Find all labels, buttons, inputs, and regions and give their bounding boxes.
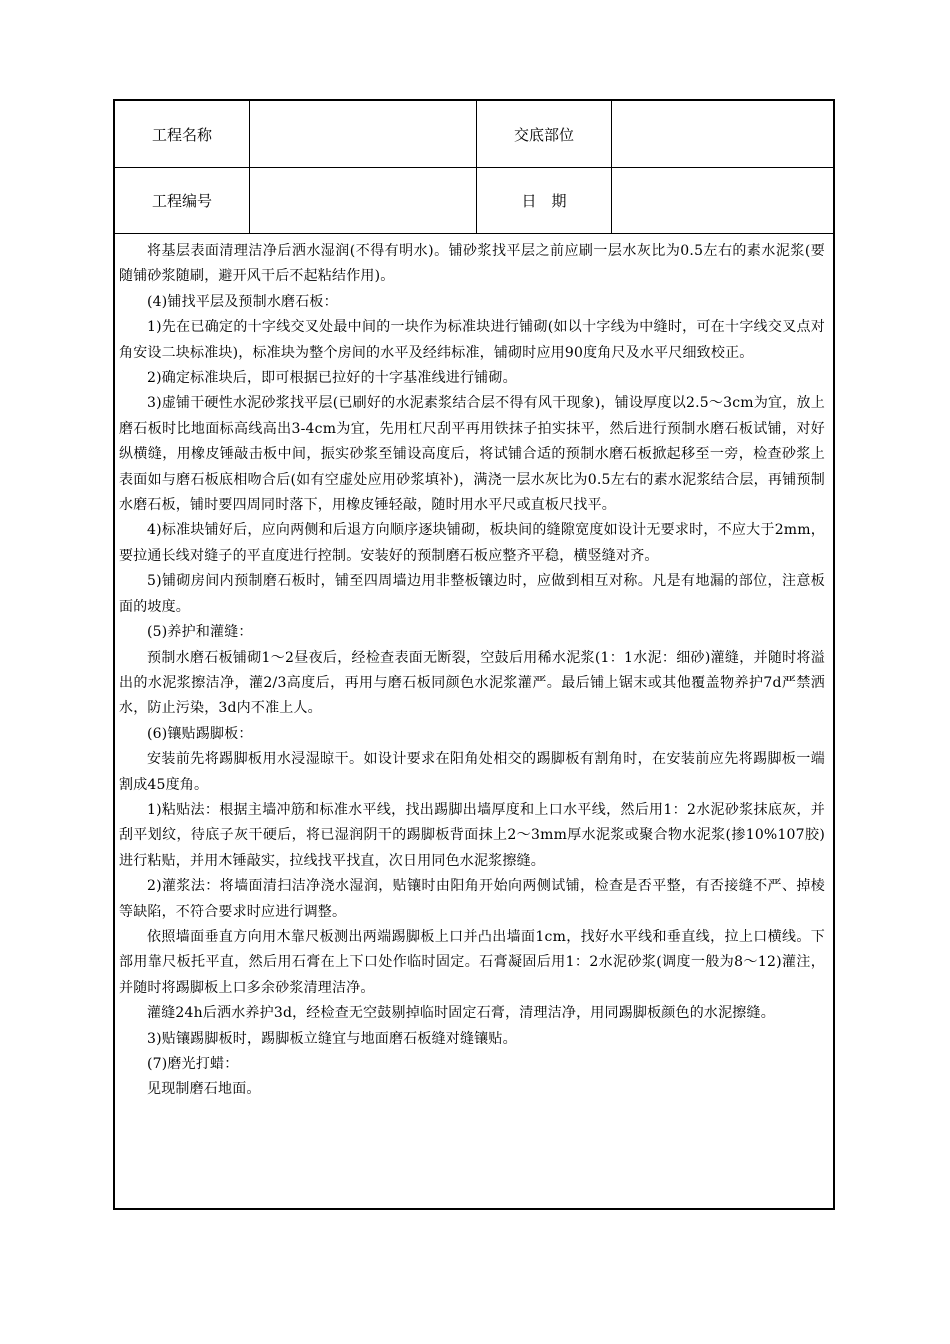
disclosure-part-label: 交底部位 <box>477 101 612 167</box>
project-number-label: 工程编号 <box>115 167 250 233</box>
header-row-2 <box>115 167 833 234</box>
paragraph: (5)养护和灌缝： <box>147 624 253 641</box>
paragraph: 3)虚铺干硬性水泥砂浆找平层(已刷好的水泥素浆结合层不得有风干现象)，铺设厚度以2.5～3cm为宜，放上磨石板时比地面标高线高出3-4cm为宜，先用杠尺刮平再用铁抹子拍实抹平，然后进行预制水磨石板试铺，对好纵横缝，用橡皮锤敲击板中间，振实砂浆至铺设高度后，将试铺合适的预制水磨石板掀起移至一旁，检查砂浆上表面如与磨石板底相吻合后(如有空虚处应用砂浆填补)，满浇一层水灰比为0.5左右的素水泥浆结合层，再铺预制水磨石板，铺时要四周同时落下，用橡皮锤轻敲，随时用水平尺或直板尺找平。 <box>119 395 825 514</box>
disclosure-content <box>115 234 833 1208</box>
paragraph: 2)确定标准块后，即可根据已拉好的十字基准线进行铺砌。 <box>147 370 517 387</box>
paragraph: 依照墙面垂直方向用木靠尺板测出两端踢脚板上口并凸出墙面1cm，找好水平线和垂直线，拉上口横线。下部用靠尺板托平直，然后用石膏在上下口处作临时固定。石膏凝固后用1：2水泥砂浆(调度一般为8～12)灌注，并随时将踢脚板上口多余砂浆清理洁净。 <box>119 928 825 996</box>
date-value[interactable] <box>612 167 833 233</box>
paragraph: 1)先在已确定的十字线交叉处最中间的一块作为标准块进行铺砌(如以十字线为中缝时，可在十字线交叉点对角安设二块标准块)，标准块为整个房间的水平及经纬标准，铺砌时应用90度角尺及水平尺细致校正。 <box>119 319 825 361</box>
paragraph: 将基层表面清理洁净后洒水湿润(不得有明水)。铺砂浆找平层之前应刷一层水灰比为0.5左右的素水泥浆(要随铺砂浆随刷，避开风干后不起粘结作用)。 <box>119 243 825 285</box>
paragraph: 1)粘贴法：根据主墙冲筋和标准水平线，找出踢脚出墙厚度和上口水平线，然后用1：2水泥砂浆抹底灰，并刮平划纹，待底子灰干硬后，将已湿润阴干的踢脚板背面抹上2～3mm厚水泥浆或聚合物水泥浆(掺10%107胶)进行粘贴，并用木锤敲实，拉线找平找直，次日用同色水泥浆擦缝。 <box>119 801 825 869</box>
paragraph: (6)镶贴踢脚板： <box>147 725 253 742</box>
header-row-1 <box>115 101 833 168</box>
paragraph: 安装前先将踢脚板用水浸湿晾干。如设计要求在阳角处相交的踢脚板有割角时，在安装前应先将踢脚板一端割成45度角。 <box>119 751 825 793</box>
paragraph: (4)铺找平层及预制水磨石板： <box>147 293 338 310</box>
paragraph: 4)标准块铺好后，应向两侧和后退方向顺序逐块铺砌，板块间的缝隙宽度如设计无要求时，不应大于2mm，要拉通长线对缝子的平直度进行控制。安装好的预制磨石板应整齐平稳，横竖缝对齐。 <box>119 522 825 564</box>
project-number-value[interactable] <box>250 167 477 233</box>
disclosure-part-value[interactable] <box>612 101 833 167</box>
paragraph: 3)贴镶踢脚板时，踢脚板立缝宜与地面磨石板缝对缝镶贴。 <box>147 1030 517 1047</box>
paragraph: 见现制磨石地面。 <box>147 1081 261 1098</box>
paragraph: (7)磨光打蜡： <box>147 1056 239 1072</box>
paragraph: 灌缝24h后洒水养护3d，经检查无空鼓剔掉临时固定石膏，清理洁净，用同踢脚板颜色的水泥擦缝。 <box>147 1005 775 1022</box>
paragraph: 预制水磨石板铺砌1～2昼夜后，经检查表面无断裂，空鼓后用稀水泥浆(1：1水泥：细砂)灌缝，并随时将溢出的水泥浆擦洁净，灌2/3高度后，再用与磨石板同颜色水泥浆灌严。最后铺上锯末或其他覆盖物养护7d严禁洒水，防止污染，3d内不准上人。 <box>119 649 825 717</box>
paragraph: 2)灌浆法：将墙面清扫洁净浇水湿润，贴镶时由阳角开始向两侧试铺，检查是否平整，有否接缝不严、掉棱等缺陷，不符合要求时应进行调整。 <box>119 878 825 920</box>
project-name-value[interactable] <box>250 101 477 167</box>
paragraph: 5)铺砌房间内预制磨石板时，铺至四周墙边用非整板镶边时，应做到相互对称。凡是有地漏的部位，注意板面的坡度。 <box>119 573 825 615</box>
date-label: 日 期 <box>477 167 612 233</box>
project-name-label: 工程名称 <box>115 101 250 167</box>
disclosure-form <box>113 99 835 1210</box>
